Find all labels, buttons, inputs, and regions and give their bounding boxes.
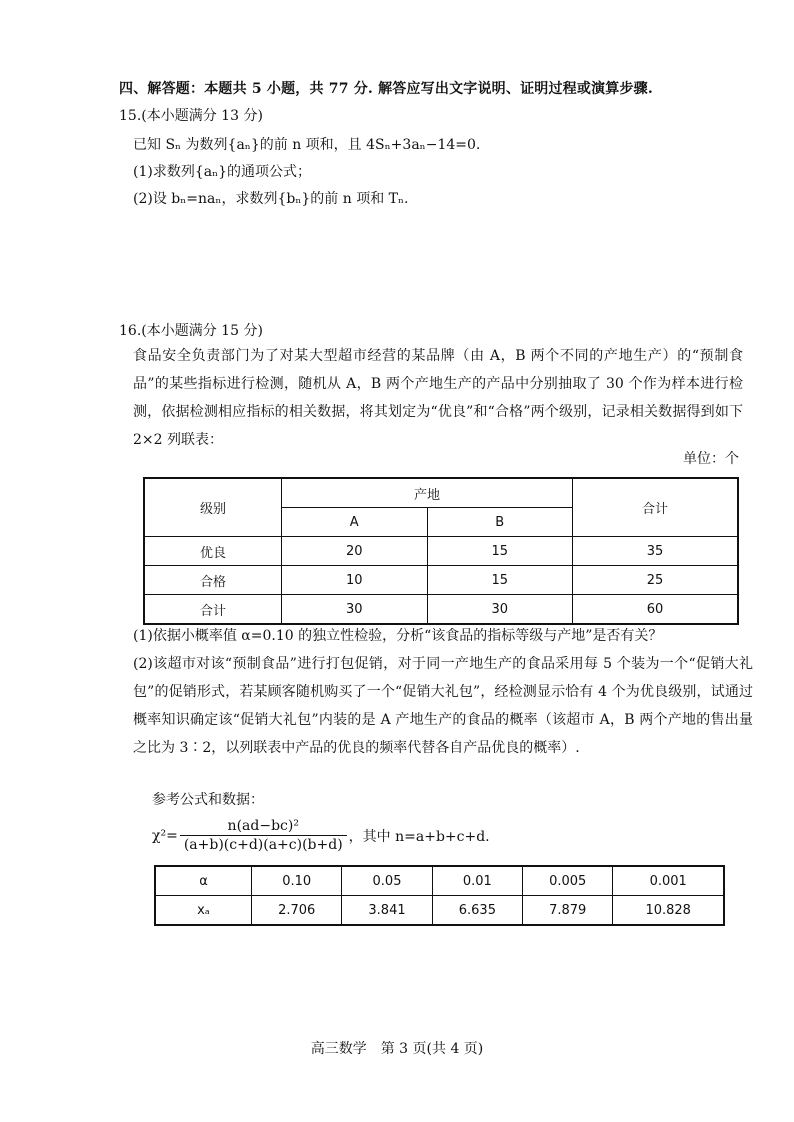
alpha-value: 0.001 [613,866,724,896]
alpha-value: 0.05 [342,866,432,896]
q15-part1: (1)求数列{aₙ}的通项公式； [133,164,312,180]
formula-lhs: χ²= [152,827,178,844]
q16-intro: 食品安全负责部门为了对某大型超市经营的某品牌（由 A，B 两个不同的产地生产）的“预制食品”的某些指标进行检测，随机从 A，B 两个产地生产的产品中分别抽取了 30 个作为样本进行检测，依据检测相应指标的相关数据，将其划定为“优良”和“合格”两个级别，记录相关数据得到如下 2×2 列联表： [133,348,743,448]
cell-b: 30 [427,595,573,625]
x-value: 3.841 [342,896,432,926]
cell-a: 20 [282,537,428,566]
formula-tail: ，其中 n=a+b+c+d. [348,828,490,845]
table-row [144,595,738,625]
critical-value-table [154,865,725,926]
x-value: 2.706 [252,896,342,926]
q16-part1: (1)依据小概率值 α=0.10 的独立性检验，分析“该食品的指标等级与产地”是否有关？ [133,628,663,644]
x-value: 7.879 [523,896,613,926]
cell-total: 25 [573,566,739,595]
q16-header: 16.(本小题满分 15 分) [119,323,263,339]
alpha-label: α [155,866,252,896]
formula-denominator: (a+b)(c+d)(a+c)(b+d) [180,835,347,853]
alpha-value: 0.01 [432,866,522,896]
cell-total: 60 [573,595,739,625]
cell-a: 30 [282,595,428,625]
header-b: B [427,508,573,537]
table-unit: 单位：个 [683,451,739,467]
x-label: xₐ [155,896,252,926]
row-label: 合格 [144,566,282,595]
cell-b: 15 [427,537,573,566]
cell-a: 10 [282,566,428,595]
q15-given: 已知 Sₙ 为数列{aₙ}的前 n 项和，且 4Sₙ+3aₙ−14=0. [133,137,481,153]
header-a: A [282,508,428,537]
chi-square-formula [152,818,490,853]
header-level: 级别 [144,478,282,537]
reference-title: 参考公式和数据： [152,792,264,808]
x-value: 6.635 [432,896,522,926]
alpha-value: 0.005 [523,866,613,896]
page-footer: 高三数学 第 3 页(共 4 页) [310,1041,484,1057]
header-origin: 产地 [282,478,573,508]
cell-total: 35 [573,537,739,566]
table-row [144,566,738,595]
q15-header: 15.(本小题满分 13 分) [119,108,263,124]
section-heading: 四、解答题：本题共 5 小题，共 77 分. 解答应写出文字说明、证明过程或演算步骤. [119,81,653,97]
cell-b: 15 [427,566,573,595]
q16-part2: (2)该超市对该“预制食品”进行打包促销，对于同一产地生产的食品采用每 5 个装为一个“促销大礼包”的促销形式，若某顾客随机购买了一个“促销大礼包”，经检测显示恰有 4 个为优良级别，试通过概率知识确定该“促销大礼包”内装的是 A 产地生产的食品的概率（该超市 A，B 两个产地的售出量之比为 3∶2，以列联表中产品的优良的频率代替各自产品优良的概率）. [133,656,753,756]
x-value: 10.828 [613,896,724,926]
q15-part2: (2)设 bₙ=naₙ，求数列{bₙ}的前 n 项和 Tₙ. [133,191,409,207]
formula-numerator: n(ad−bc)² [227,818,299,834]
row-label: 优良 [144,537,282,566]
table-row [144,537,738,566]
header-total: 合计 [573,478,739,537]
alpha-value: 0.10 [252,866,342,896]
contingency-table [143,477,739,625]
row-label: 合计 [144,595,282,625]
formula-fraction [180,818,347,853]
